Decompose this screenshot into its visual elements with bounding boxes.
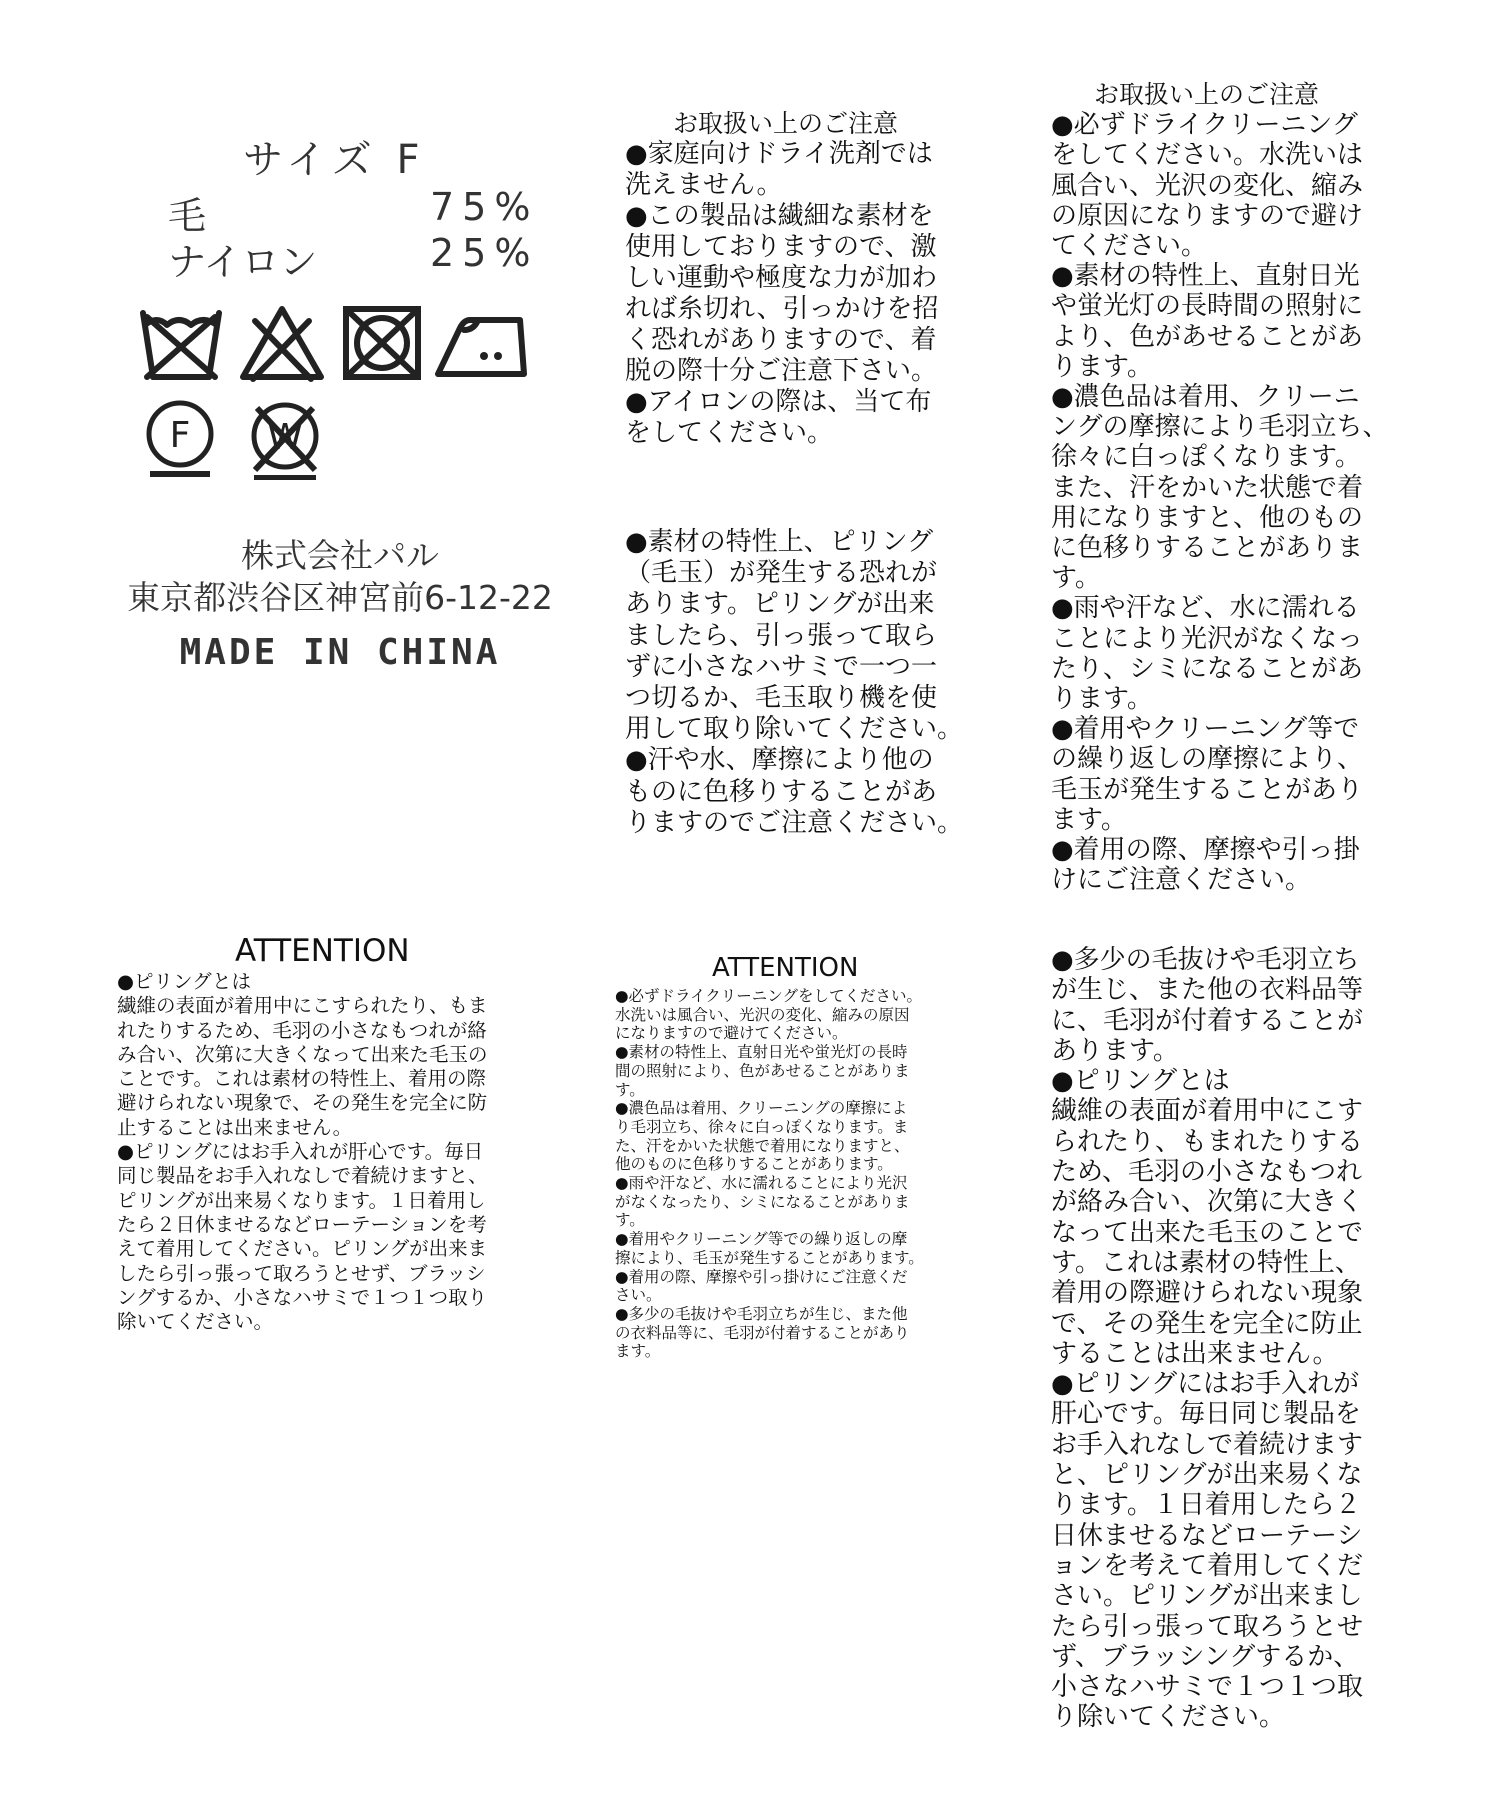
text-line: に、毛羽が付着することが [1051,1005,1364,1036]
text-line: す。 [615,1080,645,1099]
text-line: ります。 [1051,351,1153,382]
text-line: てください。 [1051,231,1208,262]
text-line: り毛羽立ち、徐々に白っぽくなります。ま [615,1117,909,1136]
text-line: ●素材の特性上、直射日光や蛍光灯の長時 [615,1043,908,1062]
text-line: あります。 [1051,1035,1179,1066]
text-line: 用になりますと、他のもの [1051,502,1364,533]
text-line: ●着用の際、摩擦や引っ掛けにご注意くだ [615,1267,908,1286]
text-line: れば糸切れ、引っかけを招 [625,294,939,324]
text-line: ●ピリングにはお手入れが [1051,1369,1360,1400]
text-line: た、汗をかいた状態で着用になりますと、 [615,1136,910,1155]
text-line: す。 [615,1211,645,1230]
text-line: になりますので避けてください。 [615,1024,848,1043]
text-line: く恐れがありますので、着 [625,325,937,355]
text-line: 洗えません。 [625,170,783,200]
text-line: ずに小さなハサミで一つ一 [625,651,938,682]
text-line: （毛玉）が発生する恐れが [625,558,938,589]
text-line: また、汗をかいた状態で着 [1051,472,1364,503]
text-line: ●多少の毛抜けや毛羽立ち [1051,945,1360,975]
care-notes-middle [625,108,939,449]
text-line: ●必ずドライクリーニング [1051,110,1358,141]
text-line: み合い、次第に大きくなって出来た毛玉の [117,1042,488,1066]
text-line: さい。ピリングが出来まし [1051,1581,1363,1612]
text-line: ●この製品は繊細な素材を [625,201,934,231]
text-line: ングの摩擦により毛羽立ち、 [1051,412,1389,443]
material-name: 毛 [168,194,207,238]
text-line: の衣料品等に、毛羽が付着することがあり [615,1323,910,1342]
text-line: 繊維の表面が着用中にこすられたり、もま [117,994,488,1018]
text-line: なって出来た毛玉のことで [1051,1217,1364,1248]
text-line: たら引っ張って取ろうとせ [1051,1611,1364,1642]
text-line: たら２日休ませるなどローテーションを考 [117,1212,487,1236]
text-line: す。 [1051,563,1101,594]
text-line: 間の照射により、色があせることがありま [615,1061,910,1080]
text-line: ●雨や汗など、水に濡れることにより光沢 [615,1174,908,1193]
text-line: ●濃色品は着用、クリーニングの摩擦によ [615,1099,908,1118]
text-line: より、色があせることがあ [1051,321,1364,352]
pilling-notes-middle [625,527,963,839]
composition-row [168,185,539,238]
attention-notes-middle [615,987,924,1361]
attention-notes-left [117,970,488,1334]
no-wet-clean-icon [240,398,330,480]
no-bleach-icon [237,303,327,383]
text-line: に色移りすることがありま [1051,533,1364,564]
text-line: 繊維の表面が着用中にこす [1051,1096,1364,1127]
text-line: をしてください。 [625,418,834,448]
care-notes-right [1051,80,1388,895]
text-line: ものに色移りすることがあ [625,776,938,807]
text-line: れたりするため、毛羽の小さなもつれが絡 [117,1018,487,1042]
text-line: りますのでご注意ください。 [625,807,964,838]
svg-text:F: F [169,415,191,456]
text-line: ●家庭向けドライ洗剤では [625,139,933,169]
text-line: あります。ピリングが出来 [625,589,935,620]
text-line: や蛍光灯の長時間の照射に [1051,291,1364,322]
text-line: えて着用してください。ピリングが出来ま [117,1237,488,1261]
svg-text:W: W [267,417,303,458]
care-symbols [132,300,552,480]
text-line: ●雨や汗など、水に濡れる [1051,593,1360,624]
text-line: す。これは素材の特性上、 [1051,1247,1361,1278]
text-line: が生じ、また他の衣料品等 [1051,975,1364,1006]
text-line: の繰り返しの摩擦により、 [1051,744,1364,775]
text-line: 徐々に白っぽくなります。 [1051,442,1361,473]
text-line: が絡み合い、次第に大きく [1051,1187,1364,1218]
text-line: 用して取り除いてください。 [625,714,964,745]
attention-heading-middle: ATTENTION [712,953,859,983]
iron-medium-icon [434,308,530,380]
text-line: 同じ製品をお手入れなしで着続けますと、 [117,1164,488,1188]
text-line: ましたら、引っ張って取ら [625,620,938,651]
text-line: ます。 [615,1342,661,1361]
text-line: と、ピリングが出来易くな [1051,1460,1363,1491]
text-line: ●ピリングとは [117,970,252,993]
text-line: ●多少の毛抜けや毛羽立ちが生じ、また他 [615,1304,908,1323]
text-line: ●必ずドライクリーニングをしてください。 [615,987,922,1005]
text-line: ●ピリングにはお手入れが肝心です。毎日 [117,1140,484,1164]
text-line: 使用しておりますので、激 [625,232,937,262]
pilling-notes-right [1051,945,1363,1733]
text-line: ●アイロンの際は、当て布 [625,387,932,417]
text-line: さい。 [615,1286,662,1305]
company-address: 東京都渋谷区神宮前6-12-22 [127,578,553,617]
composition-table [168,185,539,284]
material-name: ナイロン [168,240,318,284]
text-line: ョンを考えて着用してくだ [1051,1550,1364,1581]
text-line: ず、ブラッシングするか、 [1051,1641,1360,1672]
company-name: 株式会社パル [241,536,439,575]
text-line: り除いてください。 [1051,1702,1286,1733]
text-line: ●着用やクリーニング等で [1051,714,1360,745]
text-line: ります。 [1051,684,1153,715]
text-line: ●濃色品は着用、クリーニ [1051,382,1360,413]
text-line: 擦により、毛玉が発生することがあります。 [615,1248,924,1267]
text-line: たり、シミになることがあ [1051,653,1364,684]
text-line: お手入れなしで着続けます [1051,1429,1364,1460]
text-line: ります。１日着用したら２ [1051,1490,1361,1521]
text-line: 水洗いは風合い、光沢の変化、縮みの原因 [615,1005,910,1024]
text-line: ングするか、小さなハサミで１つ１つ取り [117,1285,488,1309]
text-line: 小さなハサミで１つ１つ取 [1051,1672,1364,1703]
company-info [110,535,570,619]
attention-heading-left: ATTENTION [235,933,410,969]
text-line: られたり、もまれたりする [1051,1126,1364,1157]
no-tumble-dry-icon [340,303,424,383]
text-line: 止することは出来ません。 [117,1115,353,1139]
section-heading: お取扱い上のご注意 [1094,80,1320,109]
text-line: 風合い、光沢の変化、縮み [1051,170,1364,201]
text-line: 肝心です。毎日同じ製品を [1051,1399,1361,1430]
text-line: ●着用の際、摩擦や引っ掛 [1051,835,1360,866]
text-line: けにご注意ください。 [1051,865,1312,896]
size-label: サイズ F [243,137,426,183]
text-line: ●素材の特性上、直射日光 [1051,261,1360,292]
text-line: の原因になりますので避け [1051,200,1364,231]
text-line: 除いてください。 [117,1310,274,1334]
text-line: 毛玉が発生することがあり [1051,774,1364,805]
text-line: ます。 [1051,804,1127,835]
text-line: ため、毛羽の小さなもつれ [1051,1157,1362,1188]
text-line: 脱の際十分ご注意下さい。 [625,356,938,386]
text-line: ●着用やクリーニング等での繰り返しの摩 [615,1230,908,1249]
text-line: 他のものに色移りすることがあります。 [615,1155,893,1174]
text-line: をしてください。水洗いは [1051,140,1364,171]
no-wash-icon [137,305,225,381]
text-line: ●素材の特性上、ピリング [625,527,934,557]
material-percent: 25% [430,231,539,275]
dry-clean-f-icon [142,398,218,480]
material-percent: 75% [430,185,539,229]
text-line: しい運動や極度な力が加わ [625,263,938,293]
text-line: することは出来ません。 [1051,1338,1339,1369]
text-line: ことです。これは素材の特性上、着用の際 [117,1067,486,1091]
text-line: したら引っ張って取ろうとせず、ブラッシ [117,1261,486,1285]
text-line: ことにより光沢がなくなっ [1051,623,1364,654]
text-line: 日休ませるなどローテーシ [1051,1520,1363,1551]
text-line: ピリングが出来易くなります。１日着用し [117,1188,486,1212]
text-line: ●汗や水、摩擦により他の [625,745,934,776]
text-line: 着用の際避けられない現象 [1051,1278,1364,1309]
text-line: ●ピリングとは [1051,1066,1230,1097]
text-line: 避けられない現象で、その発生を完全に防 [117,1091,488,1115]
section-heading: お取扱い上のご注意 [673,109,899,138]
text-line: で、その発生を完全に防止 [1051,1308,1363,1339]
origin-label: MADE IN CHINA [179,632,501,673]
composition-row [168,231,539,284]
text-line: つ切るか、毛玉取り機を使 [625,683,938,714]
text-line: がなくなったり、シミになることがありま [615,1192,910,1211]
